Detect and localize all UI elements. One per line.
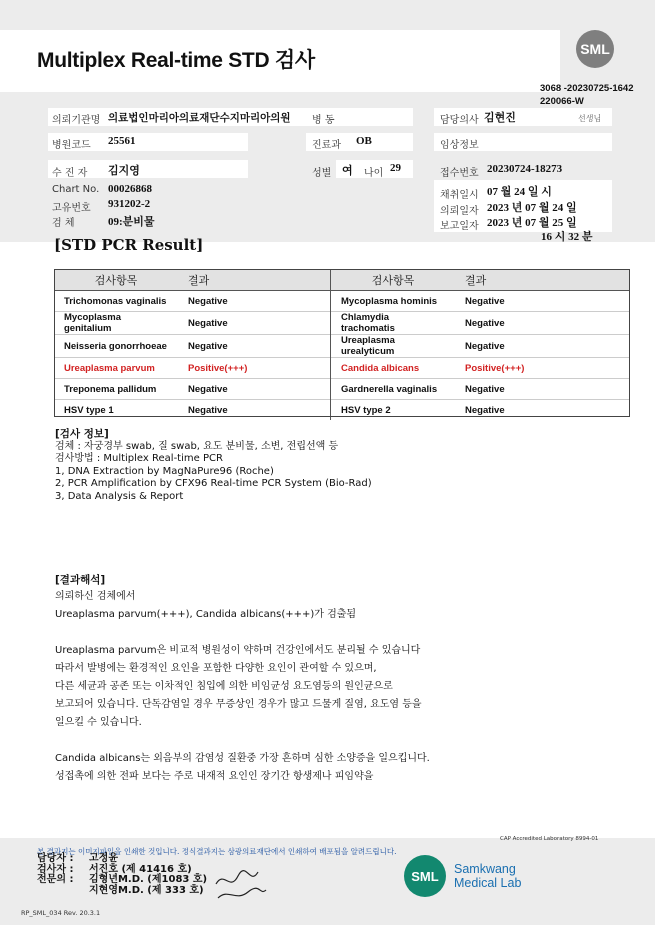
table-row — [54, 379, 630, 400]
test-result: Negative — [178, 400, 331, 421]
interpretation-line — [55, 732, 430, 750]
header-result-right: 결과 — [455, 270, 630, 291]
results-table — [54, 269, 630, 420]
test-result: Negative — [455, 312, 630, 335]
interpretation-line — [55, 624, 430, 642]
sex-value: 여 — [342, 165, 353, 177]
ward-label: 병 동 — [312, 115, 335, 126]
reference-number: 3068 -20230725-1642 220066-W — [540, 83, 634, 107]
reported-time: 16 시 32 분 — [541, 231, 593, 243]
receipt-value: 20230724-18273 — [487, 163, 563, 175]
test-result: Negative — [455, 291, 630, 312]
notice-text: 본 결과지는 이미지파일을 인쇄한 것입니다. 정식결과지는 삼광의료재단에서 인쇄하여 배포됨을 알려드립니다. — [37, 847, 397, 856]
specimen-label: 검 체 — [52, 218, 75, 229]
header-result-left: 결과 — [178, 270, 331, 291]
section-title: [STD PCR Result] — [54, 236, 204, 254]
table-row — [54, 312, 630, 335]
sml-logo: SML — [576, 30, 614, 68]
specimen-value: 09:분비물 — [108, 216, 155, 228]
chart-no-label: Chart No. — [52, 184, 100, 195]
header-item-left: 검사항목 — [54, 270, 178, 291]
test-result: Negative — [178, 312, 331, 335]
doctor-label: 담당의사 — [440, 115, 479, 126]
hospital-code-value: 25561 — [108, 135, 136, 147]
interpretation-line: 성접촉에 의한 전파 보다는 주로 내재적 요인인 장기간 항생제나 피임약을 — [55, 771, 374, 782]
test-item: Trichomonas vaginalis — [54, 291, 178, 312]
age-label: 나이 — [364, 168, 384, 179]
test-info-line: 검체 : 자궁경부 swab, 질 swab, 요도 분비물, 소변, 전립선액 등 — [55, 440, 339, 452]
doctor-suffix: 선생님 — [578, 114, 602, 123]
interpretation-heading: [결과해석] — [55, 574, 106, 586]
test-item: Ureaplasma parvum — [54, 358, 178, 379]
test-item: Candida albicans — [331, 358, 456, 379]
test-result: Negative — [178, 335, 331, 358]
interpretation-line: 다른 세균과 공존 또는 이차적인 침입에 의한 비임균성 요도염등의 원인균으로 — [55, 681, 393, 692]
reported-value: 2023 년 07 월 25 일 — [487, 217, 577, 229]
test-item: Mycoplasma hominis — [331, 291, 456, 312]
table-row — [54, 291, 630, 312]
interpretation-line: 보고되어 있습니다. 단독감염일 경우 무증상인 경우가 많고 드물게 질염, 요도염 등을 — [55, 699, 422, 710]
signature-icon — [214, 862, 270, 902]
interpretation-line: 따라서 발병에는 환경적인 요인을 포함한 다양한 요인이 관여할 수 있으며, — [55, 663, 377, 674]
test-item: Chlamydia trachomatis — [331, 312, 456, 335]
table-row — [54, 335, 630, 358]
interpretation-line: Ureaplasma parvum(+++), Candida albicans(+++)가 검출됨 — [55, 609, 357, 620]
test-info-heading: [검사 정보] — [55, 428, 109, 440]
reported-label: 보고일자 — [440, 221, 479, 232]
table-row-positive — [54, 358, 630, 379]
staff-row: 지현영M.D. (제 333 호) — [89, 884, 204, 896]
patient-name-value: 김지영 — [108, 165, 140, 177]
test-result: Negative — [178, 379, 331, 400]
test-result: Positive(+++) — [455, 358, 630, 379]
test-item: Treponema pallidum — [54, 379, 178, 400]
test-item: HSV type 2 — [331, 400, 456, 421]
test-result: Negative — [455, 335, 630, 358]
test-result: Negative — [455, 400, 630, 421]
requested-value: 2023 년 07 월 24 일 — [487, 202, 577, 214]
staff-row: 검사자 : 서진호 (제 41416 호) — [37, 863, 192, 875]
test-info-line: 2, PCR Amplification by CFX96 Real-time PCR System (Bio-Rad) — [55, 478, 372, 489]
interpretation-line: Ureaplasma parvum은 비교적 병원성이 약하며 건강인에서도 분리될 수 있습니다 — [55, 645, 421, 656]
test-item: HSV type 1 — [54, 400, 178, 421]
header-item-right: 검사항목 — [331, 270, 456, 291]
patient-name-label: 수 진 자 — [52, 168, 88, 179]
sex-label: 성별 — [312, 168, 332, 179]
test-info-line: 3, Data Analysis & Report — [55, 490, 184, 502]
lab-logo: SML — [404, 855, 446, 897]
age-value: 29 — [390, 162, 401, 174]
interpretation-line: 일으킬 수 있습니다. — [55, 717, 142, 728]
interpretation — [55, 572, 430, 786]
table-row — [54, 400, 630, 421]
interpretation-line: Candida albicans는 외음부의 감염성 질환중 가장 흔하며 심한 소양증을 일으킵니다. — [55, 753, 430, 764]
receipt-label: 접수번호 — [440, 168, 479, 179]
staff-row: 담당자 : 고정윤 — [37, 853, 118, 864]
unique-no-label: 고유번호 — [52, 203, 91, 214]
institution-label: 의뢰기관명 — [52, 115, 101, 126]
test-result: Negative — [178, 291, 331, 312]
department-label: 진료과 — [312, 140, 341, 151]
hospital-code-label: 병원코드 — [52, 140, 91, 151]
test-item: Gardnerella vaginalis — [331, 379, 456, 400]
collected-label: 채취일시 — [440, 190, 479, 201]
chart-no-value: 00026868 — [108, 183, 152, 195]
test-info-line: 1, DNA Extraction by MagNaPure96 (Roche) — [55, 465, 274, 477]
institution-value: 의료법인마리아의료재단수지마리아의원 — [108, 113, 291, 124]
accreditation-text: CAP Accredited Laboratory 8994-01 — [500, 836, 599, 842]
department-value: OB — [356, 135, 372, 147]
clinical-info-label: 임상정보 — [440, 140, 479, 151]
staff-row: 전문의 : 김형년M.D. (제1083 호) — [37, 874, 208, 885]
test-item: Mycoplasma genitalium — [54, 312, 178, 335]
report-title: Multiplex Real-time STD 검사 — [37, 49, 315, 72]
test-item: Neisseria gonorrhoeae — [54, 335, 178, 358]
test-info — [55, 428, 372, 503]
collected-value: 07 월 24 일 시 — [487, 186, 552, 198]
unique-no-value: 931202-2 — [108, 198, 151, 210]
staff-list — [37, 854, 207, 896]
test-info-line: 검사방법 : Multiplex Real-time PCR — [55, 453, 223, 464]
test-result: Positive(+++) — [178, 358, 331, 379]
test-result: Negative — [455, 379, 630, 400]
doctor-value: 김현진 — [484, 112, 516, 124]
interpretation-line: 의뢰하신 검체에서 — [55, 591, 136, 602]
requested-label: 의뢰일자 — [440, 206, 479, 217]
lab-name: Samkwang Medical Lab — [454, 862, 522, 890]
test-item: Ureaplasma urealyticum — [331, 335, 456, 358]
table-header-row — [54, 270, 630, 291]
form-number: RP_SML_034 Rev. 20.3.1 — [21, 909, 101, 917]
